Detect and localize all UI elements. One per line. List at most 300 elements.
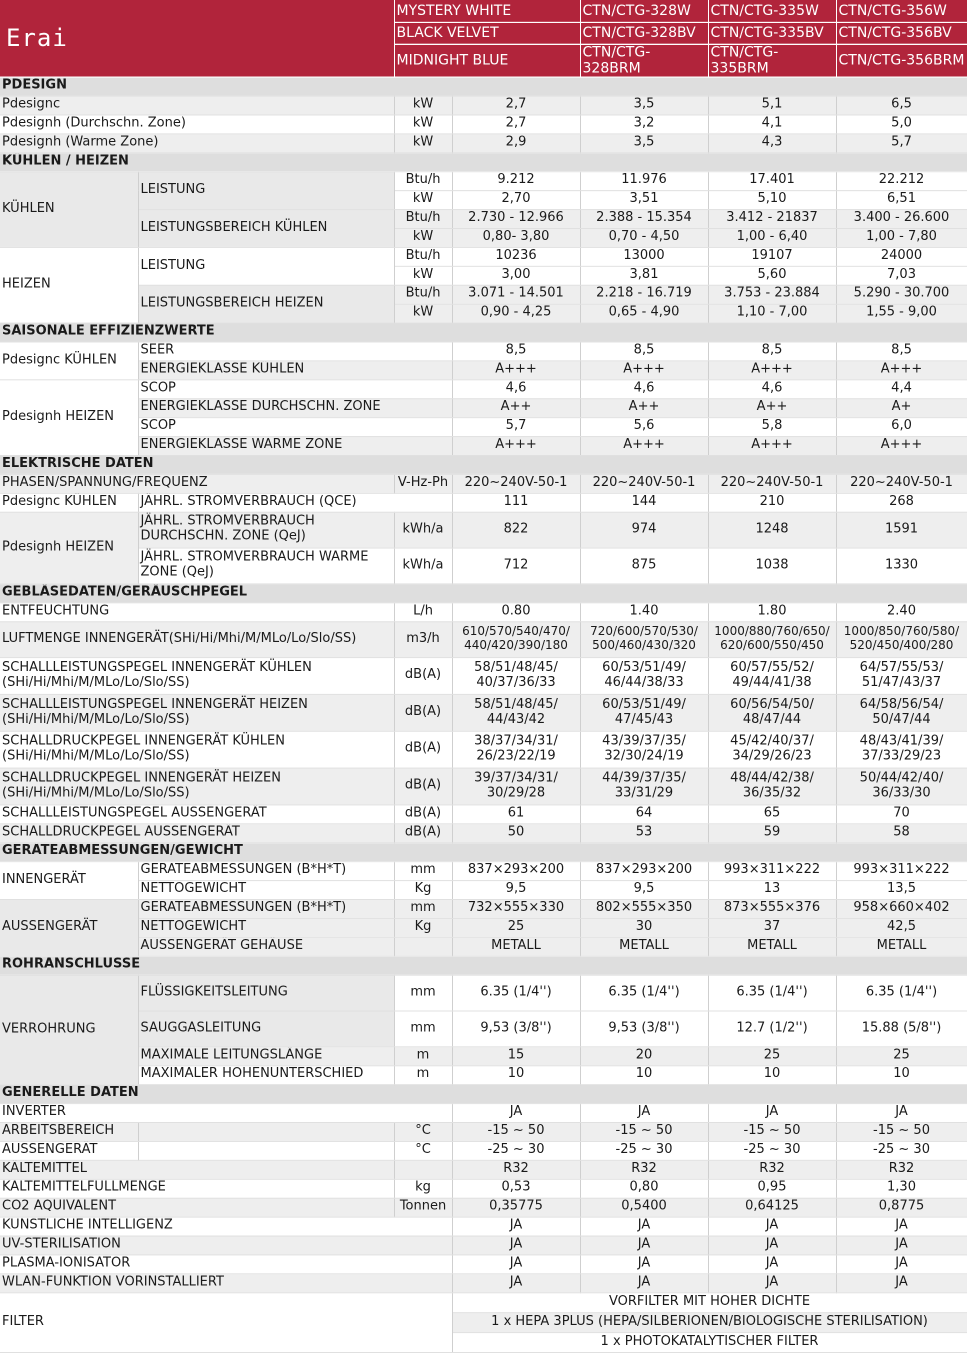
section-title: GEBLÄSEDATEN/GERÄUSCHPEGEL: [0, 584, 967, 603]
value-cell: 0,65 - 4,90: [580, 304, 708, 323]
value-cell: 4,4: [836, 380, 967, 399]
value-cell: -15 ~ 50: [452, 1122, 580, 1141]
value-cell: 1,00 - 7,80: [836, 228, 967, 247]
value-cell: A+++: [452, 436, 580, 455]
section-title: ROHRANSCHLÜSSE: [0, 956, 967, 975]
color-name: MYSTERY WHITE: [394, 0, 580, 22]
value-cell: -15 ~ 50: [580, 1122, 708, 1141]
unit: °C: [394, 1122, 452, 1141]
value-cell: 210: [708, 493, 836, 512]
value-cell: 9,53 (3/8''): [580, 1011, 708, 1047]
value-cell: 732×555×330: [452, 899, 580, 918]
table-row: [0, 96, 967, 115]
row-label: SCHALLDRUCKPEGEL INNENGERÄT KÜHLEN (SHi/Hi/Mhi/M/MLo/Lo/Slo/SS): [0, 731, 394, 768]
value-cell: 61: [452, 805, 580, 824]
model-code: CTN/CTG-328BRM: [580, 44, 708, 77]
value-cell: JA: [580, 1255, 708, 1274]
value-cell: 10236: [452, 247, 580, 266]
value-cell: 60/53/51/49/ 46/44/38/33: [580, 657, 708, 694]
unit: dB(A): [394, 768, 452, 805]
row-label: AUSSENGERÄT: [0, 1141, 138, 1160]
value-cell: 2.730 - 12.966: [452, 209, 580, 228]
value-cell: 974: [580, 512, 708, 548]
row-label: LEISTUNG: [138, 171, 394, 209]
model-code: CTN/CTG-328W: [580, 0, 708, 22]
value-cell: 20: [580, 1047, 708, 1066]
unit: kW: [394, 115, 452, 134]
value-cell: A+++: [836, 361, 967, 380]
value-cell: 1248: [708, 512, 836, 548]
row-label: MAXIMALE LEITUNGSLÄNGE: [138, 1047, 394, 1066]
value-cell: 3,51: [580, 190, 708, 209]
value-cell: 9,5: [580, 880, 708, 899]
brand-name: Erai: [6, 23, 68, 52]
row-label: CO2 ÄQUIVALENT: [0, 1198, 394, 1217]
unit: kW: [394, 266, 452, 285]
value-cell: 268: [836, 493, 967, 512]
row-label: PLASMA-IONISATOR: [0, 1255, 452, 1274]
value-cell: 2.388 - 15.354: [580, 209, 708, 228]
value-cell: 837×293×200: [452, 861, 580, 880]
value-cell: 53: [580, 824, 708, 843]
value-cell: 15: [452, 1047, 580, 1066]
value-cell: 958×660×402: [836, 899, 967, 918]
value-cell: 58: [836, 824, 967, 843]
value-cell: 10: [580, 1065, 708, 1084]
value-cell: 39/37/34/31/ 30/29/28: [452, 768, 580, 805]
value-cell: 10: [708, 1065, 836, 1084]
value-cell: 1000/850/760/580/ 520/450/400/280: [836, 621, 967, 657]
value-cell: 0,53: [452, 1179, 580, 1198]
value-cell: 5,10: [708, 190, 836, 209]
value-cell: 0,64125: [708, 1198, 836, 1217]
value-cell: A+++: [708, 436, 836, 455]
row-label: NETTOGEWICHT: [138, 880, 394, 899]
value-cell: 44/39/37/35/ 33/31/29: [580, 768, 708, 805]
section-title: GENERELLE DATEN: [0, 1084, 967, 1103]
unit: dB(A): [394, 694, 452, 731]
value-cell: R32: [836, 1160, 967, 1179]
value-cell: 144: [580, 493, 708, 512]
value-cell: 610/570/540/470/ 440/420/390/180: [452, 621, 580, 657]
value-cell: 8,5: [708, 342, 836, 361]
value-cell: 993×311×222: [836, 861, 967, 880]
value-cell: 48/43/41/39/ 37/33/29/23: [836, 731, 967, 768]
color-name: BLACK VELVET: [394, 22, 580, 44]
unit: kW: [394, 190, 452, 209]
value-cell: 38/37/34/31/ 26/23/22/19: [452, 731, 580, 768]
row-label: LEISTUNG: [138, 247, 394, 285]
value-cell: JA: [836, 1217, 967, 1236]
value-cell: JA: [580, 1103, 708, 1122]
value-cell: 12.7 (1/2''): [708, 1011, 836, 1047]
value-cell: 3,81: [580, 266, 708, 285]
value-cell: METALL: [708, 937, 836, 956]
value-cell: 6,5: [836, 96, 967, 115]
value-cell: 8,5: [836, 342, 967, 361]
group-label: Pdesignh HEIZEN: [0, 380, 138, 456]
row-label: SCHALLDRUCKPEGEL AUSSENGERÄT: [0, 824, 394, 843]
value-cell: 3.400 - 26.600: [836, 209, 967, 228]
value-cell: 873×555×376: [708, 899, 836, 918]
value-cell: 17.401: [708, 171, 836, 190]
unit: m: [394, 1047, 452, 1066]
row-label: ENERGIEKLASSE KÜHLEN: [138, 361, 452, 380]
value-cell: 2.218 - 16.719: [580, 285, 708, 304]
value-cell: 2,7: [452, 115, 580, 134]
value-cell: R32: [708, 1160, 836, 1179]
value-cell: 0,80- 3,80: [452, 228, 580, 247]
value-cell: 220~240V-50-1: [452, 474, 580, 493]
group-label: Pdesignc KÜHLEN: [0, 493, 138, 512]
unit: Kg: [394, 918, 452, 937]
filter-line: 1 x HEPA 3PLUS (HEPA/SILBERIONEN/BIOLOGISCHE STERILISATION): [452, 1312, 967, 1332]
unit: kg: [394, 1179, 452, 1198]
value-cell: JA: [580, 1217, 708, 1236]
value-cell: 0,95: [708, 1179, 836, 1198]
row-label: SAUGGASLEITUNG: [138, 1011, 394, 1047]
value-cell: 4,6: [580, 380, 708, 399]
filter-line: 1 x PHOTOKATALYTISCHER FILTER: [452, 1332, 967, 1352]
value-cell: 4,3: [708, 134, 836, 153]
value-cell: 0.80: [452, 603, 580, 622]
value-cell: 1,30: [836, 1179, 967, 1198]
filter-line: VORFILTER MIT HOHER DICHTE: [452, 1292, 967, 1312]
unit: kWh/a: [394, 512, 452, 548]
value-cell: METALL: [452, 937, 580, 956]
value-cell: JA: [708, 1274, 836, 1293]
unit: dB(A): [394, 657, 452, 694]
unit: Btu/h: [394, 247, 452, 266]
row-label: KÜNSTLICHE INTELLIGENZ: [0, 1217, 452, 1236]
model-code: CTN/CTG-356BV: [836, 22, 967, 44]
unit: m3/h: [394, 621, 452, 657]
value-cell: 48/44/42/38/ 36/35/32: [708, 768, 836, 805]
value-cell: JA: [836, 1236, 967, 1255]
value-cell: 6,0: [836, 417, 967, 436]
value-cell: 9.212: [452, 171, 580, 190]
value-cell: 13: [708, 880, 836, 899]
row-label: LUFTMENGE INNENGERÄT(SHi/Hi/Mhi/M/MLo/Lo/Slo/SS): [0, 621, 394, 657]
unit: mm: [394, 1011, 452, 1047]
row-label: Pdesignc: [0, 96, 394, 115]
brand-logo: [0, 0, 394, 77]
value-cell: 8,5: [452, 342, 580, 361]
value-cell: 13,5: [836, 880, 967, 899]
row-label: GERÄTEABMESSUNGEN (B*H*T): [138, 861, 394, 880]
unit: kW: [394, 96, 452, 115]
value-cell: JA: [580, 1274, 708, 1293]
value-cell: JA: [452, 1217, 580, 1236]
section-title: KÜHLEN / HEIZEN: [0, 153, 967, 172]
value-cell: 64/57/55/53/ 51/47/43/37: [836, 657, 967, 694]
value-cell: 9,5: [452, 880, 580, 899]
value-cell: 3,2: [580, 115, 708, 134]
group-label: AUSSENGERÄT: [0, 899, 138, 956]
section-title: SAISONALE EFFIZIENZWERTE: [0, 323, 967, 342]
unit: mm: [394, 861, 452, 880]
value-cell: 5,8: [708, 417, 836, 436]
value-cell: 25: [452, 918, 580, 937]
unit: Btu/h: [394, 209, 452, 228]
value-cell: 1,55 - 9,00: [836, 304, 967, 323]
unit: kW: [394, 304, 452, 323]
value-cell: 4,1: [708, 115, 836, 134]
row-label: LEISTUNGSBEREICH HEIZEN: [138, 285, 394, 323]
unit: Kg: [394, 880, 452, 899]
value-cell: 50/44/42/40/ 36/33/30: [836, 768, 967, 805]
model-code: CTN/CTG-356BRM: [836, 44, 967, 77]
value-cell: -25 ~ 30: [708, 1141, 836, 1160]
row-label: KÄLTEMITTELFÜLLMENGE: [0, 1179, 394, 1198]
unit: [394, 1160, 452, 1179]
group-label: HEIZEN: [0, 247, 138, 323]
value-cell: 64/58/56/54/ 50/47/44: [836, 694, 967, 731]
value-cell: 0,70 - 4,50: [580, 228, 708, 247]
row-label: SCOP: [138, 417, 452, 436]
value-cell: JA: [452, 1274, 580, 1293]
unit: m: [394, 1065, 452, 1084]
value-cell: 1591: [836, 512, 967, 548]
value-cell: 64: [580, 805, 708, 824]
value-cell: JA: [708, 1103, 836, 1122]
value-cell: 6.35 (1/4''): [580, 975, 708, 1011]
value-cell: 70: [836, 805, 967, 824]
value-cell: A++: [708, 398, 836, 417]
value-cell: 3.071 - 14.501: [452, 285, 580, 304]
value-cell: 11.976: [580, 171, 708, 190]
value-cell: 712: [452, 548, 580, 584]
row-label: FLÜSSIGKEITSLEITUNG: [138, 975, 394, 1011]
value-cell: A+++: [580, 361, 708, 380]
value-cell: 5,7: [836, 134, 967, 153]
value-cell: 1038: [708, 548, 836, 584]
row-label: PHASEN/SPANNUNG/FREQUENZ: [0, 474, 394, 493]
row-label: ENERGIEKLASSE DURCHSCHN. ZONE: [138, 398, 452, 417]
value-cell: JA: [708, 1217, 836, 1236]
value-cell: R32: [580, 1160, 708, 1179]
row-label: JÄHRL. STROMVERBRAUCH DURCHSCHN. ZONE (QeJ): [138, 512, 394, 548]
unit: dB(A): [394, 824, 452, 843]
unit: Btu/h: [394, 171, 452, 190]
row-label: SCOP: [138, 380, 452, 399]
section-title: PDESIGN: [0, 77, 967, 96]
row-label: LEISTUNGSBEREICH KÜHLEN: [138, 209, 394, 247]
value-cell: 0,5400: [580, 1198, 708, 1217]
row-label: SCHALLLEISTUNGSPEGEL INNENGERÄT KÜHLEN (SHi/Hi/Mhi/M/MLo/Lo/Slo/SS): [0, 657, 394, 694]
model-code: CTN/CTG-356W: [836, 0, 967, 22]
model-code: CTN/CTG-335BRM: [708, 44, 836, 77]
model-code: CTN/CTG-328BV: [580, 22, 708, 44]
value-cell: 0,8775: [836, 1198, 967, 1217]
row-label: ARBEITSBEREICH: [0, 1122, 138, 1141]
section-title: ELEKTRISCHE DATEN: [0, 455, 967, 474]
value-cell: JA: [708, 1236, 836, 1255]
row-label: SEER: [138, 342, 452, 361]
row-label: WLAN-FUNKTION VORINSTALLIERT: [0, 1274, 452, 1293]
value-cell: 3,00: [452, 266, 580, 285]
table-row: [0, 115, 967, 134]
unit: Tonnen: [394, 1198, 452, 1217]
unit: kW: [394, 134, 452, 153]
value-cell: 1.80: [708, 603, 836, 622]
value-cell: 24000: [836, 247, 967, 266]
value-cell: 1330: [836, 548, 967, 584]
value-cell: JA: [836, 1255, 967, 1274]
row-label: Pdesignh (Warme Zone): [0, 134, 394, 153]
value-cell: 220~240V-50-1: [708, 474, 836, 493]
value-cell: 220~240V-50-1: [580, 474, 708, 493]
row-label: JÄHRL. STROMVERBRAUCH WARME ZONE (QeJ): [138, 548, 394, 584]
value-cell: 6.35 (1/4''): [708, 975, 836, 1011]
value-cell: 1.40: [580, 603, 708, 622]
value-cell: 25: [836, 1047, 967, 1066]
value-cell: 22.212: [836, 171, 967, 190]
value-cell: 8,5: [580, 342, 708, 361]
value-cell: 802×555×350: [580, 899, 708, 918]
unit: mm: [394, 899, 452, 918]
value-cell: 5,0: [836, 115, 967, 134]
row-label: INVERTER: [0, 1103, 452, 1122]
value-cell: JA: [836, 1103, 967, 1122]
value-cell: 19107: [708, 247, 836, 266]
value-cell: 5,7: [452, 417, 580, 436]
value-cell: A+++: [580, 436, 708, 455]
row-label: ENERGIEKLASSE WARME ZONE: [138, 436, 452, 455]
value-cell: 7,03: [836, 266, 967, 285]
value-cell: 3.412 - 21837: [708, 209, 836, 228]
value-cell: A+++: [836, 436, 967, 455]
value-cell: METALL: [836, 937, 967, 956]
value-cell: JA: [452, 1236, 580, 1255]
value-cell: 6,51: [836, 190, 967, 209]
value-cell: 58/51/48/45/ 44/43/42: [452, 694, 580, 731]
value-cell: 6.35 (1/4''): [452, 975, 580, 1011]
value-cell: 43/39/37/35/ 32/30/24/19: [580, 731, 708, 768]
value-cell: 4,6: [452, 380, 580, 399]
row-label: Pdesignh (Durchschn. Zone): [0, 115, 394, 134]
value-cell: 993×311×222: [708, 861, 836, 880]
value-cell: 5.290 - 30.700: [836, 285, 967, 304]
unit: Btu/h: [394, 285, 452, 304]
value-cell: 42,5: [836, 918, 967, 937]
value-cell: 822: [452, 512, 580, 548]
row-label: UV-STERILISATION: [0, 1236, 452, 1255]
group-label: KÜHLEN: [0, 171, 138, 247]
value-cell: 0,90 - 4,25: [452, 304, 580, 323]
row-label: FILTER: [0, 1292, 452, 1352]
row-label: GERÄTEABMESSUNGEN (B*H*T): [138, 899, 394, 918]
value-cell: A+++: [452, 361, 580, 380]
row-label: KÄLTEMITTEL: [0, 1160, 394, 1179]
section-title: GERÄTEABMESSUNGEN/GEWICHT: [0, 842, 967, 861]
value-cell: 59: [708, 824, 836, 843]
value-cell: 220~240V-50-1: [836, 474, 967, 493]
table-row: [0, 134, 967, 153]
group-label: Pdesignc KÜHLEN: [0, 342, 138, 380]
unit: mm: [394, 975, 452, 1011]
value-cell: 2,70: [452, 190, 580, 209]
value-cell: 6.35 (1/4''): [836, 975, 967, 1011]
unit: L/h: [394, 603, 452, 622]
value-cell: 2,7: [452, 96, 580, 115]
value-cell: 0,80: [580, 1179, 708, 1198]
value-cell: 2.40: [836, 603, 967, 622]
group-label: VERROHRUNG: [0, 975, 138, 1085]
value-cell: A++: [580, 398, 708, 417]
value-cell: 1,00 - 6,40: [708, 228, 836, 247]
value-cell: 10: [452, 1065, 580, 1084]
value-cell: 45/42/40/37/ 34/29/26/23: [708, 731, 836, 768]
value-cell: A+++: [708, 361, 836, 380]
value-cell: 1000/880/760/650/ 620/600/550/450: [708, 621, 836, 657]
value-cell: METALL: [580, 937, 708, 956]
value-cell: A+: [836, 398, 967, 417]
value-cell: 3,5: [580, 134, 708, 153]
row-label: AUSSENGERÄT GEHÄUSE: [138, 937, 394, 956]
value-cell: 3.753 - 23.884: [708, 285, 836, 304]
value-cell: 30: [580, 918, 708, 937]
unit: [394, 937, 452, 956]
value-cell: JA: [580, 1236, 708, 1255]
value-cell: -25 ~ 30: [836, 1141, 967, 1160]
value-cell: 3,5: [580, 96, 708, 115]
value-cell: 0,35775: [452, 1198, 580, 1217]
value-cell: 13000: [580, 247, 708, 266]
value-cell: 25: [708, 1047, 836, 1066]
value-cell: 4,6: [708, 380, 836, 399]
row-label: NETTOGEWICHT: [138, 918, 394, 937]
value-cell: 50: [452, 824, 580, 843]
value-cell: 37: [708, 918, 836, 937]
value-cell: 15.88 (5/8''): [836, 1011, 967, 1047]
row-label: SCHALLLEISTUNGSPEGEL AUSSENGERÄT: [0, 805, 394, 824]
unit: °C: [394, 1141, 452, 1160]
value-cell: R32: [452, 1160, 580, 1179]
group-label: INNENGERÄT: [0, 861, 138, 899]
value-cell: -25 ~ 30: [452, 1141, 580, 1160]
value-cell: 10: [836, 1065, 967, 1084]
value-cell: 5,6: [580, 417, 708, 436]
row-label: SCHALLLEISTUNGSPEGEL INNENGERÄT HEIZEN (SHi/Hi/Mhi/M/MLo/Lo/Slo/SS): [0, 694, 394, 731]
value-cell: 5,60: [708, 266, 836, 285]
value-cell: -15 ~ 50: [836, 1122, 967, 1141]
unit: dB(A): [394, 805, 452, 824]
value-cell: 2,9: [452, 134, 580, 153]
value-cell: 720/600/570/530/ 500/460/430/320: [580, 621, 708, 657]
model-code: CTN/CTG-335W: [708, 0, 836, 22]
row-label: SCHALLDRUCKPEGEL INNENGERÄT HEIZEN (SHi/Hi/Mhi/M/MLo/Lo/Slo/SS): [0, 768, 394, 805]
value-cell: 837×293×200: [580, 861, 708, 880]
row-label: MAXIMALER HÖHENUNTERSCHIED: [138, 1065, 394, 1084]
value-cell: -25 ~ 30: [580, 1141, 708, 1160]
value-cell: JA: [452, 1103, 580, 1122]
row-label: JÄHRL. STROMVERBRAUCH (QCE): [138, 493, 452, 512]
value-cell: 58/51/48/45/ 40/37/36/33: [452, 657, 580, 694]
row-label: ENTFEUCHTUNG: [0, 603, 394, 622]
value-cell: JA: [452, 1255, 580, 1274]
value-cell: -15 ~ 50: [708, 1122, 836, 1141]
value-cell: 5,1: [708, 96, 836, 115]
color-name: MIDNIGHT BLUE: [394, 44, 580, 77]
model-code: CTN/CTG-335BV: [708, 22, 836, 44]
value-cell: 60/53/51/49/ 47/45/43: [580, 694, 708, 731]
value-cell: 1,10 - 7,00: [708, 304, 836, 323]
unit: kWh/a: [394, 548, 452, 584]
value-cell: JA: [708, 1255, 836, 1274]
value-cell: JA: [836, 1274, 967, 1293]
unit: dB(A): [394, 731, 452, 768]
